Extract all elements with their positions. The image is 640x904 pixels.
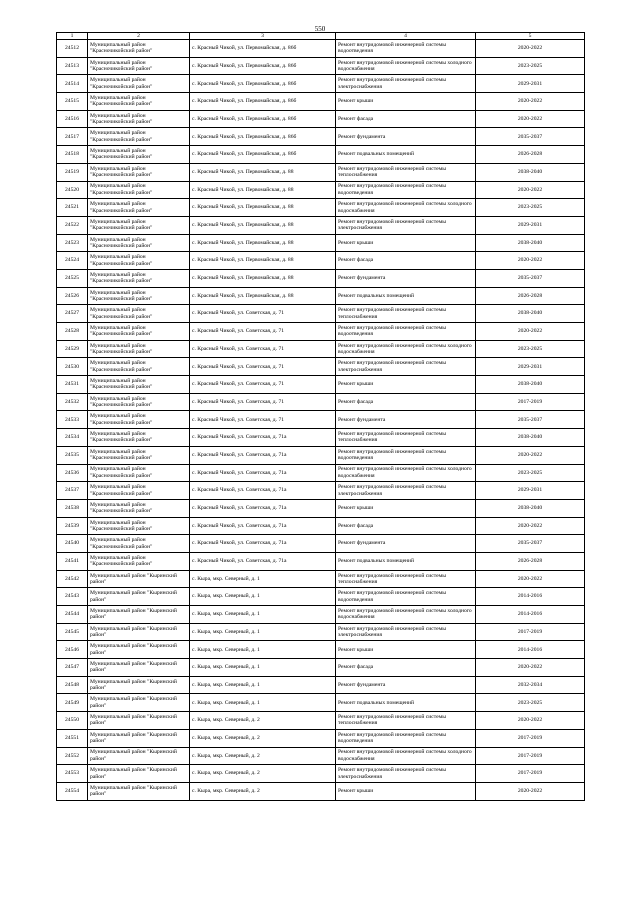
work-type-cell: Ремонт внутридомовой инженерной системы водоотведения	[336, 181, 476, 199]
table-row	[57, 694, 585, 712]
district-cell: Муниципальный район "Красночикойский район"	[88, 40, 190, 58]
period-cell: 2029-2031	[476, 358, 585, 376]
row-number-cell: 24540	[57, 535, 88, 553]
period-cell: 2020-2022	[476, 570, 585, 588]
table-row	[57, 659, 585, 677]
row-number-cell: 24529	[57, 340, 88, 358]
period-cell: 2020-2022	[476, 110, 585, 128]
district-cell: Муниципальный район "Кыринский район"	[88, 712, 190, 730]
address-cell: с. Кыра, мкр. Северный, д. 2	[190, 765, 336, 783]
row-number-cell: 24542	[57, 570, 88, 588]
address-cell: с. Красный Чикой, ул. Первомайская, д. 88	[190, 287, 336, 305]
district-cell: Муниципальный район "Красночикойский район"	[88, 93, 190, 111]
work-type-cell: Ремонт внутридомовой инженерной системы теплоснабжения	[336, 429, 476, 447]
row-number-cell: 24549	[57, 694, 88, 712]
table-row	[57, 517, 585, 535]
work-type-cell: Ремонт внутридомовой инженерной системы теплоснабжения	[336, 305, 476, 323]
work-type-cell: Ремонт фундамента	[336, 676, 476, 694]
work-type-cell: Ремонт внутридомовой инженерной системы холодного водоснабжения	[336, 340, 476, 358]
row-number-cell: 24548	[57, 676, 88, 694]
district-cell: Муниципальный район "Красночикойский район"	[88, 181, 190, 199]
district-cell: Муниципальный район "Кыринский район"	[88, 588, 190, 606]
address-cell: с. Кыра, мкр. Северный, д. 2	[190, 729, 336, 747]
table-row	[57, 570, 585, 588]
address-cell: с. Красный Чикой, ул. Первомайская, д. 86б	[190, 110, 336, 128]
table-row	[57, 110, 585, 128]
period-cell: 2020-2022	[476, 40, 585, 58]
district-cell: Муниципальный район "Кыринский район"	[88, 765, 190, 783]
table-row	[57, 252, 585, 270]
row-number-cell: 24543	[57, 588, 88, 606]
period-cell: 2014-2016	[476, 641, 585, 659]
row-number-cell: 24518	[57, 146, 88, 164]
work-type-cell: Ремонт фасада	[336, 110, 476, 128]
address-cell: с. Кыра, мкр. Северный, д. 1	[190, 570, 336, 588]
table-row	[57, 358, 585, 376]
period-cell: 2023-2025	[476, 694, 585, 712]
district-cell: Муниципальный район "Красночикойский район"	[88, 163, 190, 181]
address-cell: с. Красный Чикой, ул. Первомайская, д. 88	[190, 216, 336, 234]
row-number-cell: 24544	[57, 606, 88, 624]
work-type-cell: Ремонт внутридомовой инженерной системы холодного водоснабжения	[336, 606, 476, 624]
district-cell: Муниципальный район "Кыринский район"	[88, 729, 190, 747]
period-cell: 2017-2019	[476, 393, 585, 411]
column-number: 1	[57, 33, 88, 40]
period-cell: 2035-2037	[476, 535, 585, 553]
table-body	[57, 33, 585, 801]
table-row	[57, 323, 585, 341]
row-number-cell: 24527	[57, 305, 88, 323]
table-row	[57, 535, 585, 553]
table-row	[57, 588, 585, 606]
period-cell: 2020-2022	[476, 446, 585, 464]
district-cell: Муниципальный район "Красночикойский район"	[88, 128, 190, 146]
address-cell: с. Красный Чикой, ул. Советская, д. 71	[190, 305, 336, 323]
row-number-cell: 24536	[57, 464, 88, 482]
row-number-cell: 24535	[57, 446, 88, 464]
table-row	[57, 216, 585, 234]
address-cell: с. Красный Чикой, ул. Советская, д. 71	[190, 358, 336, 376]
table-row	[57, 269, 585, 287]
work-type-cell: Ремонт фундамента	[336, 269, 476, 287]
address-cell: с. Красный Чикой, ул. Советская, д. 71	[190, 376, 336, 394]
table-row	[57, 411, 585, 429]
district-cell: Муниципальный район "Кыринский район"	[88, 606, 190, 624]
period-cell: 2035-2037	[476, 411, 585, 429]
table-row	[57, 93, 585, 111]
period-cell: 2038-2040	[476, 429, 585, 447]
row-number-cell: 24547	[57, 659, 88, 677]
table-row	[57, 729, 585, 747]
work-type-cell: Ремонт внутридомовой инженерной системы водоотведения	[336, 588, 476, 606]
district-cell: Муниципальный район "Красночикойский район"	[88, 552, 190, 570]
address-cell: с. Красный Чикой, ул. Первомайская, д. 88	[190, 163, 336, 181]
period-cell: 2017-2019	[476, 623, 585, 641]
district-cell: Муниципальный район "Красночикойский район"	[88, 323, 190, 341]
column-number: 3	[190, 33, 336, 40]
period-cell: 2017-2019	[476, 729, 585, 747]
period-cell: 2020-2022	[476, 252, 585, 270]
period-cell: 2038-2040	[476, 376, 585, 394]
district-cell: Муниципальный район "Красночикойский район"	[88, 199, 190, 217]
period-cell: 2023-2025	[476, 464, 585, 482]
district-cell: Муниципальный район "Красночикойский район"	[88, 376, 190, 394]
row-number-cell: 24553	[57, 765, 88, 783]
work-type-cell: Ремонт фундамента	[336, 535, 476, 553]
page-number: 550	[314, 25, 326, 33]
work-type-cell: Ремонт внутридомовой инженерной системы электроснабжения	[336, 482, 476, 500]
work-type-cell: Ремонт внутридомовой инженерной системы электроснабжения	[336, 358, 476, 376]
address-cell: с. Красный Чикой, ул. Советская, д. 71а	[190, 429, 336, 447]
district-cell: Муниципальный район "Красночикойский район"	[88, 464, 190, 482]
district-cell: Муниципальный район "Кыринский район"	[88, 694, 190, 712]
column-number: 2	[88, 33, 190, 40]
row-number-cell: 24541	[57, 552, 88, 570]
address-cell: с. Красный Чикой, ул. Советская, д. 71	[190, 393, 336, 411]
district-cell: Муниципальный район "Красночикойский район"	[88, 358, 190, 376]
table-row	[57, 641, 585, 659]
period-cell: 2017-2019	[476, 747, 585, 765]
table-row	[57, 765, 585, 783]
work-type-cell: Ремонт крыши	[336, 234, 476, 252]
period-cell: 2029-2031	[476, 216, 585, 234]
address-cell: с. Красный Чикой, ул. Советская, д. 71	[190, 340, 336, 358]
work-type-cell: Ремонт фасада	[336, 393, 476, 411]
period-cell: 2020-2022	[476, 181, 585, 199]
address-cell: с. Кыра, мкр. Северный, д. 1	[190, 623, 336, 641]
row-number-cell: 24538	[57, 499, 88, 517]
work-type-cell: Ремонт внутридомовой инженерной системы водоотведения	[336, 729, 476, 747]
district-cell: Муниципальный район "Красночикойский район"	[88, 146, 190, 164]
district-cell: Муниципальный район "Красночикойский район"	[88, 57, 190, 75]
address-cell: с. Красный Чикой, ул. Советская, д. 71а	[190, 552, 336, 570]
period-cell: 2035-2037	[476, 269, 585, 287]
address-cell: с. Кыра, мкр. Северный, д. 1	[190, 641, 336, 659]
district-cell: Муниципальный район "Красночикойский район"	[88, 340, 190, 358]
row-number-cell: 24524	[57, 252, 88, 270]
address-cell: с. Красный Чикой, ул. Советская, д. 71а	[190, 446, 336, 464]
work-type-cell: Ремонт внутридомовой инженерной системы холодного водоснабжения	[336, 199, 476, 217]
work-type-cell: Ремонт фасада	[336, 252, 476, 270]
period-cell: 2020-2022	[476, 712, 585, 730]
work-type-cell: Ремонт крыши	[336, 499, 476, 517]
table-row	[57, 75, 585, 93]
row-number-cell: 24519	[57, 163, 88, 181]
row-number-cell: 24515	[57, 93, 88, 111]
period-cell: 2023-2025	[476, 199, 585, 217]
district-cell: Муниципальный район "Красночикойский район"	[88, 110, 190, 128]
work-type-cell: Ремонт внутридомовой инженерной системы электроснабжения	[336, 75, 476, 93]
row-number-cell: 24526	[57, 287, 88, 305]
row-number-cell: 24534	[57, 429, 88, 447]
table-row	[57, 146, 585, 164]
address-cell: с. Кыра, мкр. Северный, д. 1	[190, 676, 336, 694]
row-number-cell: 24512	[57, 40, 88, 58]
address-cell: с. Красный Чикой, ул. Советская, д. 71а	[190, 499, 336, 517]
district-cell: Муниципальный район "Красночикойский район"	[88, 482, 190, 500]
period-cell: 2038-2040	[476, 499, 585, 517]
work-type-cell: Ремонт крыши	[336, 376, 476, 394]
address-cell: с. Красный Чикой, ул. Советская, д. 71а	[190, 517, 336, 535]
period-cell: 2038-2040	[476, 163, 585, 181]
work-type-cell: Ремонт фундамента	[336, 411, 476, 429]
work-type-cell: Ремонт фундамента	[336, 128, 476, 146]
table-row	[57, 128, 585, 146]
district-cell: Муниципальный район "Кыринский район"	[88, 641, 190, 659]
row-number-cell: 24531	[57, 376, 88, 394]
table-row	[57, 340, 585, 358]
period-cell: 2026-2028	[476, 287, 585, 305]
district-cell: Муниципальный район "Кыринский район"	[88, 676, 190, 694]
work-type-cell: Ремонт внутридомовой инженерной системы водоотведения	[336, 446, 476, 464]
period-cell: 2014-2016	[476, 588, 585, 606]
row-number-cell: 24552	[57, 747, 88, 765]
row-number-cell: 24537	[57, 482, 88, 500]
address-cell: с. Кыра, мкр. Северный, д. 1	[190, 694, 336, 712]
table-row	[57, 499, 585, 517]
work-type-cell: Ремонт фасада	[336, 659, 476, 677]
table-row	[57, 57, 585, 75]
row-number-cell: 24545	[57, 623, 88, 641]
period-cell: 2029-2031	[476, 75, 585, 93]
row-number-cell: 24554	[57, 782, 88, 800]
period-cell: 2026-2028	[476, 552, 585, 570]
address-cell: с. Красный Чикой, ул. Первомайская, д. 88	[190, 252, 336, 270]
table-row	[57, 376, 585, 394]
district-cell: Муниципальный район "Красночикойский район"	[88, 269, 190, 287]
row-number-cell: 24532	[57, 393, 88, 411]
table-row	[57, 464, 585, 482]
address-cell: с. Кыра, мкр. Северный, д. 1	[190, 659, 336, 677]
period-cell: 2038-2040	[476, 234, 585, 252]
address-cell: с. Кыра, мкр. Северный, д. 2	[190, 747, 336, 765]
table-row	[57, 606, 585, 624]
row-number-cell: 24528	[57, 323, 88, 341]
table-row	[57, 305, 585, 323]
table-row	[57, 287, 585, 305]
table-row	[57, 40, 585, 58]
district-cell: Муниципальный район "Красночикойский район"	[88, 446, 190, 464]
district-cell: Муниципальный район "Красночикойский район"	[88, 499, 190, 517]
period-cell: 2023-2025	[476, 340, 585, 358]
row-number-cell: 24546	[57, 641, 88, 659]
address-cell: с. Красный Чикой, ул. Первомайская, д. 86б	[190, 128, 336, 146]
period-cell: 2035-2037	[476, 128, 585, 146]
address-cell: с. Красный Чикой, ул. Первомайская, д. 88	[190, 181, 336, 199]
work-type-cell: Ремонт подвальных помещений	[336, 146, 476, 164]
work-type-cell: Ремонт внутридомовой инженерной системы холодного водоснабжения	[336, 464, 476, 482]
work-type-cell: Ремонт фасада	[336, 517, 476, 535]
period-cell: 2020-2022	[476, 323, 585, 341]
district-cell: Муниципальный район "Красночикойский район"	[88, 216, 190, 234]
district-cell: Муниципальный район "Красночикойский район"	[88, 393, 190, 411]
table-row	[57, 181, 585, 199]
address-cell: с. Красный Чикой, ул. Первомайская, д. 88	[190, 269, 336, 287]
district-cell: Муниципальный район "Кыринский район"	[88, 659, 190, 677]
work-type-cell: Ремонт внутридомовой инженерной системы холодного водоснабжения	[336, 747, 476, 765]
work-type-cell: Ремонт внутридомовой инженерной системы холодного водоснабжения	[336, 57, 476, 75]
district-cell: Муниципальный район "Красночикойский район"	[88, 517, 190, 535]
row-number-cell: 24514	[57, 75, 88, 93]
period-cell: 2020-2022	[476, 93, 585, 111]
district-cell: Муниципальный район "Красночикойский район"	[88, 429, 190, 447]
period-cell: 2014-2016	[476, 606, 585, 624]
table-row	[57, 747, 585, 765]
row-number-cell: 24525	[57, 269, 88, 287]
row-number-cell: 24533	[57, 411, 88, 429]
work-type-cell: Ремонт подвальных помещений	[336, 694, 476, 712]
address-cell: с. Красный Чикой, ул. Советская, д. 71а	[190, 482, 336, 500]
row-number-cell: 24550	[57, 712, 88, 730]
table-row	[57, 676, 585, 694]
address-cell: с. Красный Чикой, ул. Первомайская, д. 86б	[190, 93, 336, 111]
work-type-cell: Ремонт подвальных помещений	[336, 552, 476, 570]
address-cell: с. Красный Чикой, ул. Первомайская, д. 88	[190, 199, 336, 217]
address-cell: с. Красный Чикой, ул. Советская, д. 71а	[190, 535, 336, 553]
column-number: 4	[336, 33, 476, 40]
column-number-row	[57, 33, 585, 40]
row-number-cell: 24523	[57, 234, 88, 252]
table-row	[57, 429, 585, 447]
work-type-cell: Ремонт внутридомовой инженерной системы теплоснабжения	[336, 570, 476, 588]
row-number-cell: 24530	[57, 358, 88, 376]
address-cell: с. Кыра, мкр. Северный, д. 2	[190, 712, 336, 730]
district-cell: Муниципальный район "Красночикойский район"	[88, 411, 190, 429]
address-cell: с. Красный Чикой, ул. Советская, д. 71а	[190, 464, 336, 482]
address-cell: с. Красный Чикой, ул. Первомайская, д. 86б	[190, 75, 336, 93]
table-row	[57, 234, 585, 252]
district-cell: Муниципальный район "Красночикойский район"	[88, 305, 190, 323]
district-cell: Муниципальный район "Красночикойский район"	[88, 535, 190, 553]
row-number-cell: 24522	[57, 216, 88, 234]
address-cell: с. Красный Чикой, ул. Первомайская, д. 88	[190, 234, 336, 252]
period-cell: 2023-2025	[476, 57, 585, 75]
column-number: 5	[476, 33, 585, 40]
row-number-cell: 24539	[57, 517, 88, 535]
district-cell: Муниципальный район "Кыринский район"	[88, 782, 190, 800]
district-cell: Муниципальный район "Красночикойский район"	[88, 234, 190, 252]
period-cell: 2032-2034	[476, 676, 585, 694]
table-row	[57, 393, 585, 411]
period-cell: 2020-2022	[476, 782, 585, 800]
period-cell: 2026-2028	[476, 146, 585, 164]
work-type-cell: Ремонт внутридомовой инженерной системы теплоснабжения	[336, 163, 476, 181]
row-number-cell: 24520	[57, 181, 88, 199]
address-cell: с. Красный Чикой, ул. Советская, д. 71	[190, 323, 336, 341]
work-type-cell: Ремонт крыши	[336, 93, 476, 111]
work-type-cell: Ремонт внутридомовой инженерной системы электроснабжения	[336, 765, 476, 783]
table-row	[57, 712, 585, 730]
work-type-cell: Ремонт внутридомовой инженерной системы теплоснабжения	[336, 712, 476, 730]
period-cell: 2017-2019	[476, 765, 585, 783]
address-cell: с. Красный Чикой, ул. Советская, д. 71	[190, 411, 336, 429]
table-row	[57, 163, 585, 181]
work-type-cell: Ремонт внутридомовой инженерной системы водоотведения	[336, 323, 476, 341]
table-row	[57, 199, 585, 217]
district-cell: Муниципальный район "Красночикойский район"	[88, 287, 190, 305]
work-type-cell: Ремонт внутридомовой инженерной системы электроснабжения	[336, 623, 476, 641]
period-cell: 2020-2022	[476, 517, 585, 535]
work-type-cell: Ремонт внутридомовой инженерной системы электроснабжения	[336, 216, 476, 234]
district-cell: Муниципальный район "Красночикойский район"	[88, 75, 190, 93]
work-type-cell: Ремонт крыши	[336, 641, 476, 659]
row-number-cell: 24517	[57, 128, 88, 146]
row-number-cell: 24513	[57, 57, 88, 75]
work-type-cell: Ремонт крыши	[336, 782, 476, 800]
period-cell: 2020-2022	[476, 659, 585, 677]
address-cell: с. Красный Чикой, ул. Первомайская, д. 86б	[190, 40, 336, 58]
district-cell: Муниципальный район "Красночикойский район"	[88, 252, 190, 270]
address-cell: с. Красный Чикой, ул. Первомайская, д. 86б	[190, 57, 336, 75]
address-cell: с. Кыра, мкр. Северный, д. 1	[190, 588, 336, 606]
period-cell: 2038-2040	[476, 305, 585, 323]
table-row	[57, 552, 585, 570]
row-number-cell: 24551	[57, 729, 88, 747]
table-row	[57, 782, 585, 800]
district-cell: Муниципальный район "Кыринский район"	[88, 747, 190, 765]
capital-repair-table	[56, 32, 585, 801]
table-row	[57, 482, 585, 500]
district-cell: Муниципальный район "Кыринский район"	[88, 623, 190, 641]
address-cell: с. Кыра, мкр. Северный, д. 1	[190, 606, 336, 624]
address-cell: с. Кыра, мкр. Северный, д. 2	[190, 782, 336, 800]
address-cell: с. Красный Чикой, ул. Первомайская, д. 86б	[190, 146, 336, 164]
period-cell: 2029-2031	[476, 482, 585, 500]
work-type-cell: Ремонт внутридомовой инженерной системы водоотведения	[336, 40, 476, 58]
table-row	[57, 446, 585, 464]
district-cell: Муниципальный район "Кыринский район"	[88, 570, 190, 588]
row-number-cell: 24516	[57, 110, 88, 128]
table-row	[57, 623, 585, 641]
row-number-cell: 24521	[57, 199, 88, 217]
work-type-cell: Ремонт подвальных помещений	[336, 287, 476, 305]
